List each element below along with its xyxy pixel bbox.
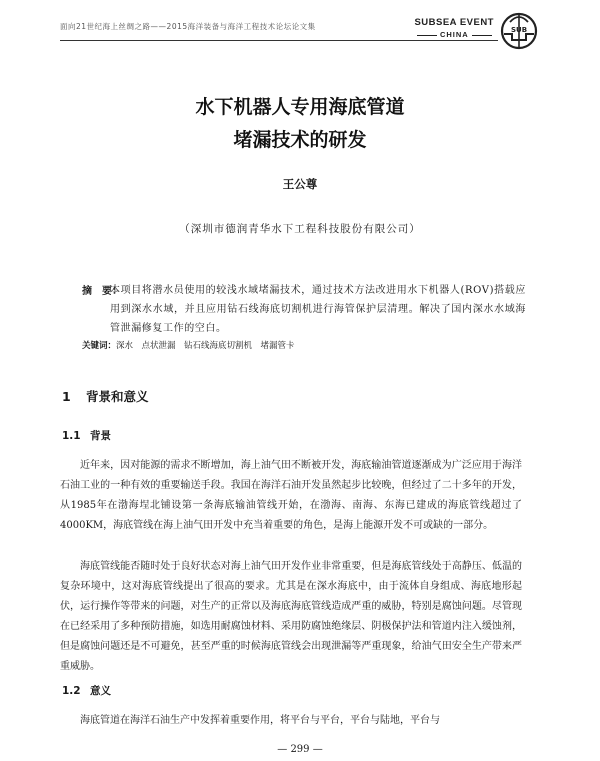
section-title: 背景和意义	[86, 389, 149, 404]
subsection-title: 意义	[90, 685, 111, 697]
running-header	[60, 14, 540, 58]
author-affiliation: （深圳市德润青华水下工程科技股份有限公司）	[179, 223, 421, 235]
keywords-label: 关键词：	[82, 341, 117, 351]
paper-title-line-1: 水下机器人专用海底管道	[195, 96, 405, 118]
section-heading	[62, 387, 149, 405]
author-name: 王公尊	[282, 177, 318, 191]
body-paragraph-3: 海底管道在海洋石油生产中发挥着重要作用，将平台与平台，平台与陆地，平台与	[80, 715, 440, 726]
body-paragraph-2: 海底管线能否随时处于良好状态对海上油气田开发作业非常重要，但是海底管线处于高静压、低温的复杂环境中，这对海底管线提出了很高的要求。尤其是在深水海底中，由于流体自身组成、海底地形起伏，运行操作等带来的问题，对生产的正常以及海底海底管线造成严重的威胁，特别是腐蚀问题。尽管现在已经采用了多种预防措施，如选用耐腐蚀材料、采用防腐蚀绝缘层、阴极保护法和管道内注入缓蚀剂，但是腐蚀问题还是不可避免，甚至严重的时候海底管线会出现泄漏等严重现象，给油气田安全生产带来严重威胁。	[60, 561, 522, 672]
brand-top-text: SUBSEA EVENT	[414, 17, 494, 28]
keywords-text: 深水 点状泄漏 钻石线海底切割机 堵漏管卡	[116, 341, 295, 351]
subsection-heading-significance	[62, 683, 111, 698]
subsection-heading-background	[62, 428, 111, 443]
subsection-number: 1.1	[62, 430, 81, 442]
brand-bottom-text: CHINA	[439, 30, 469, 39]
header-divider	[60, 40, 498, 41]
running-head-text: 面向21世纪海上丝绸之路——2015海洋装备与海洋工程技术论坛论文集	[60, 22, 316, 31]
keywords-line	[82, 339, 295, 351]
subsea-logo-icon	[498, 10, 540, 52]
page-number: — 299 —	[277, 744, 323, 755]
brand-block	[414, 17, 494, 39]
abstract-text: 本项目将潜水员使用的较浅水域堵漏技术，通过技术方法改进用水下机器人(ROV)搭载应用到深水水域，并且应用钻石线海底切割机进行海管保护层清理。解决了国内深水水域海管泄漏修复工作的空白。	[110, 285, 526, 334]
body-paragraph-1: 近年来，因对能源的需求不断增加，海上油气田不断被开发，海底输油管道逐渐成为广泛应用于海洋石油工业的一种有效的重要输送手段。我国在海洋石油开发虽然起步比较晚，但经过了二十多年的开发，从1985年在渤海埕北铺设第一条海底输油管线开始，在渤海、南海、东海已建成的海底管线超过了4000KM，海底管线在海上油气田开发中充当着重要的角色，是海上能源开发不可或缺的一部分。	[60, 460, 522, 531]
paper-title-line-2: 堵漏技术的研发	[233, 129, 367, 151]
section-number: 1	[62, 389, 71, 404]
brand-bottom-row	[414, 30, 494, 39]
subsection-number: 1.2	[62, 685, 81, 697]
subsection-title: 背景	[90, 430, 111, 442]
abstract-label: 摘 要：	[82, 286, 122, 297]
logo-lettering: SUB	[510, 26, 528, 34]
